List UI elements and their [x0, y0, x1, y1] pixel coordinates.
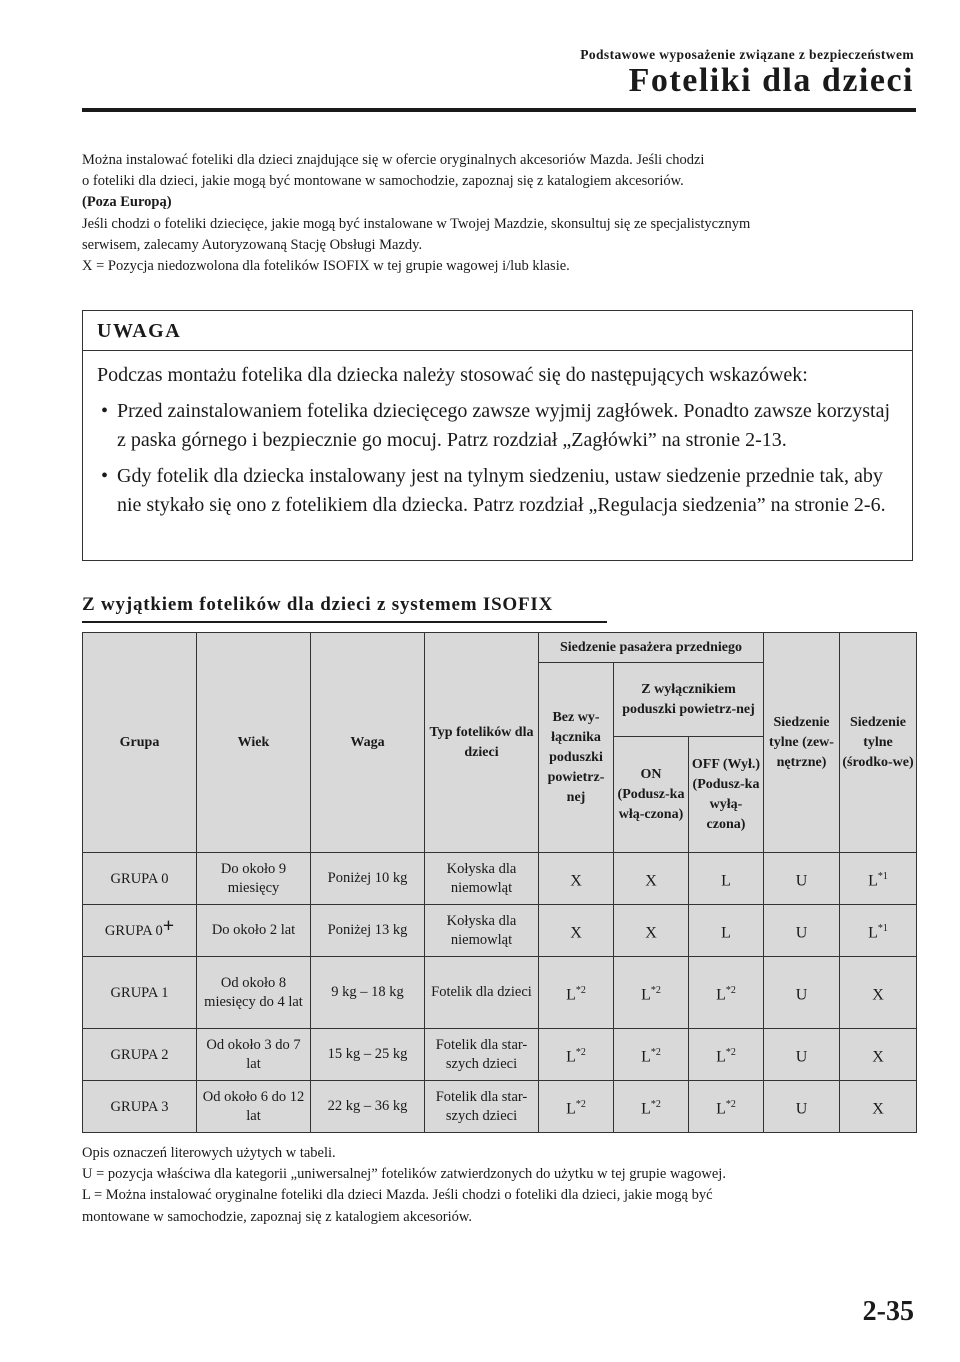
table-row: [83, 957, 917, 1029]
caution-lead: Podczas montażu fotelika dla dziecka należy stosować się do następujących wskazówek:: [97, 364, 808, 386]
caution-bullet-text: Przed zainstalowaniem fotelika dziecięcego zawsze wyjmij zagłówek. Ponadto zawsze korzystaj z paska górnego i bezpiecznie go mocuj. Patrz rozdział „Zagłówki” na stronie 2-13.: [117, 400, 891, 451]
group-cell: GRUPA 0: [104, 923, 163, 939]
group-cell: GRUPA 0: [110, 871, 169, 887]
header-type: Typ fotelików dla dzieci: [425, 633, 539, 853]
intro-line: Można instalować foteliki dla dzieci znajdujące się w ofercie oryginalnych akcesoriów Mazda. Jeśli chodzi: [82, 152, 705, 168]
table-row: [83, 1081, 917, 1133]
header-weight: Waga: [311, 633, 425, 853]
no-switch-cell: L: [566, 1100, 576, 1118]
age-cell: Od około 3 do 7 lat: [197, 1029, 311, 1081]
plus-icon: +: [162, 915, 175, 937]
section-underline: [82, 621, 607, 623]
airbag-off-cell: L: [716, 1100, 726, 1118]
intro-line: o foteliki dla dzieci, jakie mogą być montowane w samochodzie, zapoznaj się z katalogiem akcesoriów.: [82, 173, 684, 190]
group-cell: GRUPA 1: [110, 985, 169, 1001]
type-cell: Kołyska dla niemowląt: [425, 853, 539, 905]
child-seat-table: [82, 632, 917, 1133]
age-cell: Od około 6 do 12 lat: [197, 1081, 311, 1133]
footnote-mark: *2: [725, 984, 736, 996]
caution-heading: UWAGA: [83, 311, 912, 351]
section-header: Podstawowe wyposażenie związane z bezpieczeństwem: [580, 47, 914, 62]
group-cell: GRUPA 3: [110, 1099, 169, 1115]
airbag-off-cell: L: [716, 986, 726, 1004]
age-cell: Do około 9 miesięcy: [197, 853, 311, 905]
weight-cell: 9 kg – 18 kg: [311, 957, 425, 1029]
footnote-mark: *1: [877, 922, 888, 934]
table-row: [83, 1029, 917, 1081]
header-rear-center: Siedzenie tylne (środko-we): [840, 633, 917, 853]
no-switch-cell: X: [570, 924, 582, 942]
rear-outer-cell: U: [795, 986, 808, 1004]
weight-cell: 22 kg – 36 kg: [311, 1081, 425, 1133]
airbag-off-cell: L: [716, 1048, 726, 1066]
header-with-switch: Z wyłącznikiem poduszki powietrz-nej: [614, 663, 764, 737]
footnote-mark: *2: [575, 984, 586, 996]
type-cell: Kołyska dla niemowląt: [425, 905, 539, 957]
bullet-icon: •: [101, 400, 109, 422]
airbag-on-cell: L: [641, 986, 651, 1004]
airbag-on-cell: L: [641, 1100, 651, 1118]
legend-text: [82, 1143, 922, 1228]
group-cell: GRUPA 2: [110, 1047, 169, 1063]
footnote-mark: *2: [650, 1098, 661, 1110]
rear-outer-cell: U: [795, 872, 808, 890]
type-cell: Fotelik dla star-szych dzieci: [425, 1029, 539, 1081]
airbag-off-cell: L: [721, 924, 731, 942]
header-rear-outer: Siedzenie tylne (zew-nętrzne): [764, 633, 840, 853]
type-cell: Fotelik dla star-szych dzieci: [425, 1081, 539, 1133]
table-row: [83, 853, 917, 905]
weight-cell: Poniżej 13 kg: [311, 905, 425, 957]
age-cell: Do około 2 lat: [197, 905, 311, 957]
footnote-mark: *2: [725, 1098, 736, 1110]
intro-text: [82, 150, 922, 277]
intro-line: Jeśli chodzi o foteliki dziecięce, jakie mogą być instalowane w Twojej Mazdzie, skonsultuj się ze specjalistycznym: [82, 215, 751, 232]
airbag-on-cell: X: [645, 924, 657, 942]
rear-center-cell: L: [868, 924, 878, 942]
weight-cell: Poniżej 10 kg: [311, 853, 425, 905]
airbag-on-cell: L: [641, 1048, 651, 1066]
page-number: 2-35: [862, 1296, 914, 1327]
legend-line: L = Można instalować oryginalne foteliki dla dzieci Mazda. Jeśli chodzi o foteliki dla dzieci, jakie mogą być: [82, 1187, 713, 1204]
rear-center-cell: L: [868, 872, 878, 890]
caution-bullet-text: Gdy fotelik dla dziecka instalowany jest na tylnym siedzeniu, ustaw siedzenie przednie tak, aby nie stykało się ono z fotelikiem dla dziecka. Patrz rozdział „Regulacja siedzenia” na stronie 2-6.: [117, 465, 886, 516]
footnote-mark: *2: [725, 1046, 736, 1058]
header-age: Wiek: [197, 633, 311, 853]
rear-outer-cell: U: [795, 1048, 808, 1066]
type-cell: Fotelik dla dzieci: [425, 957, 539, 1029]
legend-line: U = pozycja właściwa dla kategorii „uniwersalnej” fotelików zatwierdzonych do użytku w tej grupie wagowej.: [82, 1166, 726, 1183]
table-row: [83, 905, 917, 957]
rear-center-cell: X: [872, 986, 884, 1004]
caution-bullet: [97, 397, 898, 455]
rear-outer-cell: U: [795, 924, 808, 942]
footnote-mark: *2: [650, 984, 661, 996]
no-switch-cell: L: [566, 986, 576, 1004]
page-title: Foteliki dla dzieci: [628, 62, 914, 99]
bullet-icon: •: [101, 465, 109, 487]
header-front-seat: Siedzenie pasażera przedniego: [539, 633, 764, 663]
header-airbag-on: ON (Podusz-ka włą-czona): [614, 737, 689, 853]
legend-line: Opis oznaczeń literowych użytych w tabeli.: [82, 1145, 336, 1161]
header-no-switch: Bez wy-łącznika poduszki powietrz-nej: [539, 663, 614, 853]
airbag-off-cell: L: [721, 872, 731, 890]
caution-bullet: [97, 462, 898, 520]
footnote-mark: *1: [877, 870, 888, 882]
footnote-mark: *2: [575, 1046, 586, 1058]
intro-line: serwisem, zalecamy Autoryzowaną Stację Obsługi Mazdy.: [82, 236, 423, 253]
footnote-mark: *2: [575, 1098, 586, 1110]
airbag-on-cell: X: [645, 872, 657, 890]
legend-line: montowane w samochodzie, zapoznaj się z katalogiem akcesoriów.: [82, 1208, 473, 1225]
no-switch-cell: X: [570, 872, 582, 890]
rear-outer-cell: U: [795, 1100, 808, 1118]
header-divider: [82, 108, 916, 112]
rear-center-cell: X: [872, 1048, 884, 1066]
section-title: Z wyjątkiem fotelików dla dzieci z systemem ISOFIX: [82, 594, 554, 615]
intro-subhead: (Poza Europą): [82, 194, 172, 211]
header-airbag-off: OFF (Wył.) (Podusz-ka wyłą-czona): [689, 737, 764, 853]
caution-box: [82, 310, 913, 561]
age-cell: Od około 8 miesięcy do 4 lat: [197, 957, 311, 1029]
footnote-mark: *2: [650, 1046, 661, 1058]
intro-line: X = Pozycja niedozwolona dla fotelików ISOFIX w tej grupie wagowej i/lub klasie.: [82, 258, 570, 275]
weight-cell: 15 kg – 25 kg: [311, 1029, 425, 1081]
header-group: Grupa: [83, 633, 197, 853]
no-switch-cell: L: [566, 1048, 576, 1066]
rear-center-cell: X: [872, 1100, 884, 1118]
